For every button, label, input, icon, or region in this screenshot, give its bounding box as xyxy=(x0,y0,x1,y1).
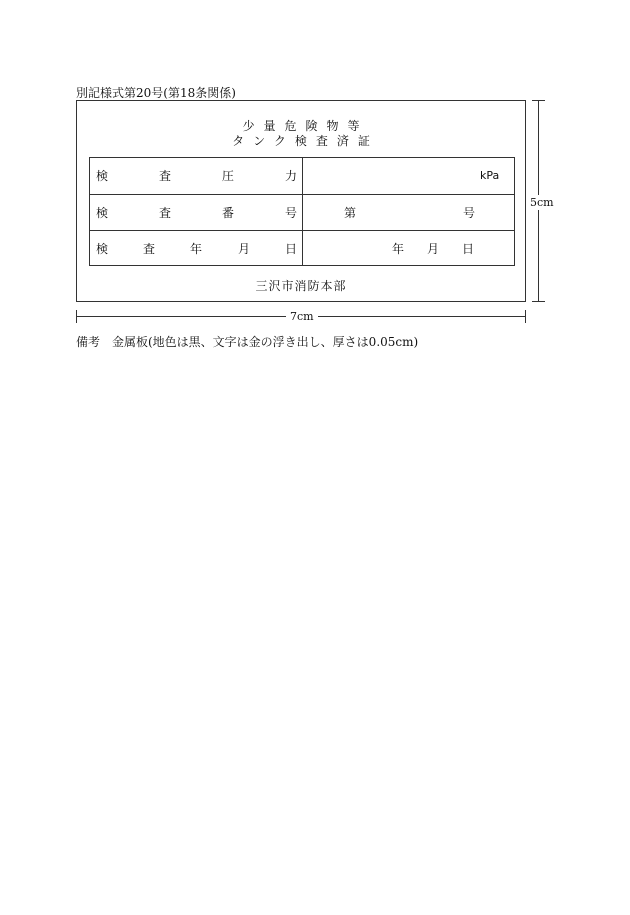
label-char: 番 xyxy=(222,206,235,220)
width-dimension-cap-left xyxy=(76,310,77,323)
date-year: 年 xyxy=(392,242,405,256)
number-suffix: 号 xyxy=(463,206,476,220)
table-row-number xyxy=(90,194,514,230)
height-dimension-cap-top xyxy=(532,100,545,101)
pressure-unit: kPa xyxy=(480,169,500,182)
label-char: 日 xyxy=(285,242,298,256)
issuing-authority: 三沢市消防本部 xyxy=(255,279,347,293)
label-char: 力 xyxy=(285,169,298,183)
remarks-note: 備考 金属板(地色は黒、文字は金の浮き出し、厚さは0.05cm) xyxy=(76,335,419,349)
cell-divider xyxy=(302,195,303,230)
height-dimension-cap-bottom xyxy=(532,301,545,302)
form-caption: 別記様式第20号(第18条関係) xyxy=(76,86,236,100)
table-row-date xyxy=(90,230,514,265)
label-char: 検 xyxy=(96,242,109,256)
label-char: 検 xyxy=(96,169,109,183)
date-month: 月 xyxy=(427,242,440,256)
label-char: 検 xyxy=(96,206,109,220)
table-row-pressure xyxy=(90,158,514,194)
cell-divider xyxy=(302,231,303,265)
label-char: 号 xyxy=(285,206,298,220)
inspection-table xyxy=(89,157,515,266)
width-dimension-cap-right xyxy=(525,310,526,323)
label-char: 査 xyxy=(159,206,172,220)
label-char: 査 xyxy=(159,169,172,183)
number-prefix: 第 xyxy=(344,206,357,220)
height-dimension-label: 5cm xyxy=(530,196,554,209)
label-char: 査 xyxy=(143,242,156,256)
cell-divider xyxy=(302,158,303,194)
certificate-plate xyxy=(76,100,526,302)
label-char: 年 xyxy=(190,242,203,256)
plate-title-line2: タンク検査済証 xyxy=(232,134,379,148)
label-char: 月 xyxy=(238,242,251,256)
width-dimension-label: 7cm xyxy=(286,310,318,323)
label-char: 圧 xyxy=(222,169,235,183)
date-day: 日 xyxy=(462,242,475,256)
plate-title-line1: 少量危険物等 xyxy=(242,119,369,133)
